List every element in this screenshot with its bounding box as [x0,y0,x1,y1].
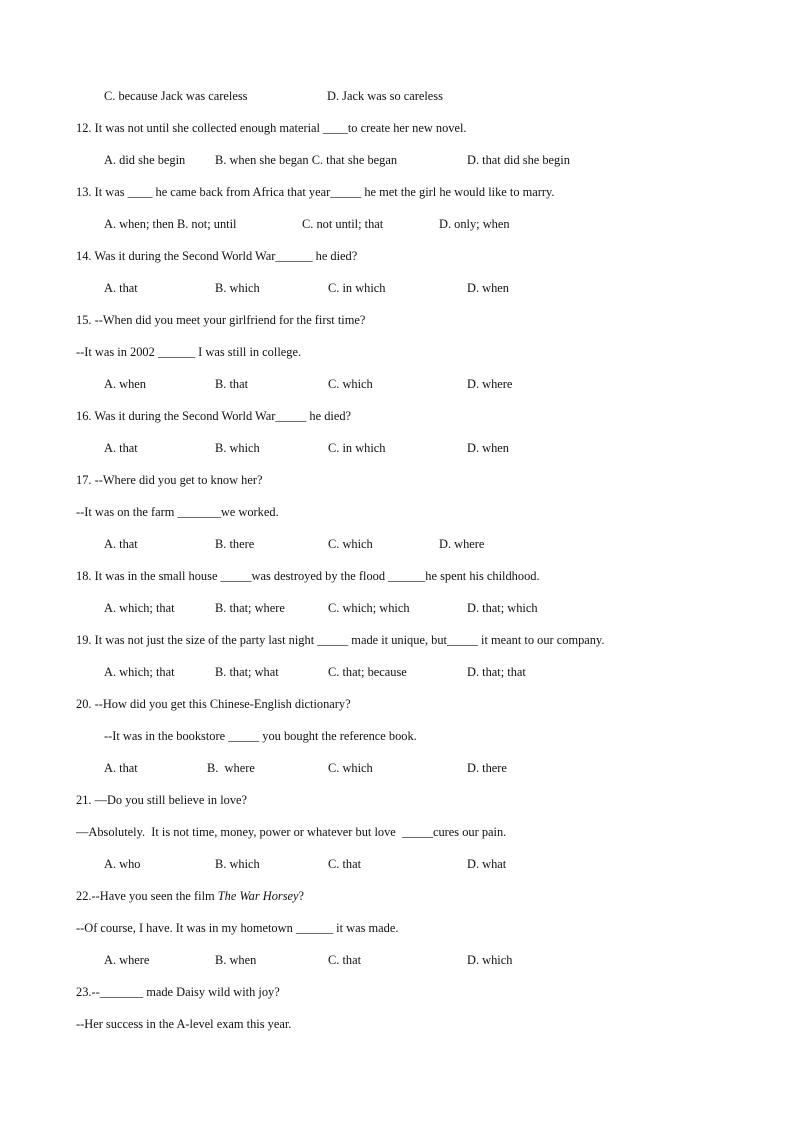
q19-option-b: B. that; what [215,665,279,679]
q15-option-d: D. where [467,377,513,391]
question-19: 19. It was not just the size of the party last night _____ made it unique, but_____ it meant to our company. [76,633,605,647]
q11-option-d: D. Jack was so careless [327,89,443,103]
q15-option-c: C. which [328,377,373,391]
question-23: 23.--_______ made Daisy wild with joy? [76,985,280,999]
question-13: 13. It was ____ he came back from Africa that year_____ he met the girl he would like to marry. [76,185,555,199]
question-14: 14. Was it during the Second World War______ he died? [76,249,358,263]
q18-option-a: A. which; that [104,601,175,615]
q15-option-b: B. that [215,377,249,391]
q13-option-c: C. not until; that [302,217,384,231]
question-15: 15. --When did you meet your girlfriend for the first time? [76,313,366,327]
q14-option-a: A. that [104,281,138,295]
q16-option-b: B. which [215,441,260,455]
question-17-reply: --It was on the farm _______we worked. [76,505,279,519]
q21-option-c: C. that [328,857,362,871]
q13-option-d: D. only; when [439,217,510,231]
q19-option-d: D. that; that [467,665,526,679]
q12-option-bc: B. when she began C. that she began [215,153,398,167]
q19-option-c: C. that; because [328,665,407,679]
q17-option-b: B. there [215,537,255,551]
q12-option-d: D. that did she begin [467,153,570,167]
q21-option-b: B. which [215,857,260,871]
q11-option-c: C. because Jack was careless [104,89,248,103]
q16-option-c: C. in which [328,441,386,455]
q17-option-a: A. that [104,537,138,551]
question-16: 16. Was it during the Second World War_____ he died? [76,409,352,423]
q20-option-d: D. there [467,761,507,775]
q20-option-c: C. which [328,761,373,775]
film-title: The War Horsey [217,889,299,903]
q18-option-d: D. that; which [467,601,538,615]
q14-option-d: D. when [467,281,509,295]
q16-option-d: D. when [467,441,509,455]
q19-option-a: A. which; that [104,665,175,679]
q21-option-d: D. what [467,857,507,871]
q17-option-c: C. which [328,537,373,551]
question-12: 12. It was not until she collected enough material ____to create her new novel. [76,121,467,135]
q16-option-a: A. that [104,441,138,455]
q22-option-d: D. which [467,953,513,967]
q15-option-a: A. when [104,377,146,391]
q13-option-ab: A. when; then B. not; until [104,217,237,231]
question-21: 21. —Do you still believe in love? [76,793,248,807]
q14-option-b: B. which [215,281,260,295]
q18-option-b: B. that; where [215,601,285,615]
question-15-reply: --It was in 2002 ______ I was still in college. [76,345,302,359]
q22-option-c: C. that [328,953,362,967]
question-17: 17. --Where did you get to know her? [76,473,263,487]
question-18: 18. It was in the small house _____was destroyed by the flood ______he spent his childhood. [76,569,540,583]
q21-option-a: A. who [104,857,141,871]
q20-option-a: A. that [104,761,138,775]
q14-option-c: C. in which [328,281,386,295]
q18-option-c: C. which; which [328,601,410,615]
question-20: 20. --How did you get this Chinese-English dictionary? [76,697,351,711]
q22-option-a: A. where [104,953,150,967]
question-20-reply: --It was in the bookstore _____ you bought the reference book. [104,729,417,743]
question-22: 22.--Have you seen the film The War Horsey? [76,889,305,903]
q20-option-b: B. where [207,761,255,775]
q17-option-d: D. where [439,537,485,551]
question-23-reply: --Her success in the A-level exam this year. [76,1017,292,1031]
q22-option-b: B. when [215,953,257,967]
question-22-reply: --Of course, I have. It was in my hometown ______ it was made. [76,921,399,935]
q12-option-a: A. did she begin [104,153,186,167]
question-21-reply: —Absolutely. It is not time, money, power or whatever but love _____cures our pain. [76,825,507,839]
